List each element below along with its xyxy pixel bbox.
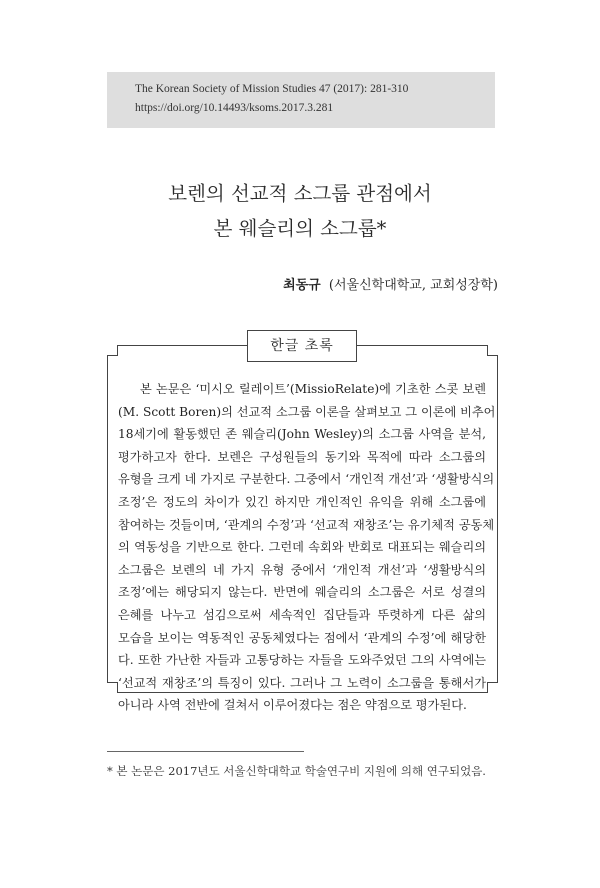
author-block (283, 274, 498, 293)
abstract-text (118, 378, 496, 717)
journal-citation: The Korean Society of Mission Studies 47 (2017): 281-310 (135, 83, 409, 95)
abstract-label: 한글 초록 (247, 330, 357, 362)
corner-notch (107, 682, 118, 693)
corner-notch (487, 345, 498, 356)
abstract-line: 조정’에는 해당되지 않는다. 반면에 웨슬리의 소그룹은 서로 성결의 (118, 585, 486, 600)
abstract-line: 다. 또한 가난한 자들과 고통당하는 자들을 도와주었던 그의 사역에는 (118, 653, 486, 668)
journal-header-box (107, 72, 495, 128)
footnote-divider (107, 751, 304, 752)
doi-link[interactable]: https://doi.org/10.14493/ksoms.2017.3.281 (135, 102, 334, 114)
abstract-line: 평가하고자 한다. 보렌은 구성원들의 동기와 목적에 따라 소그룹의 (118, 449, 486, 464)
abstract-line: 아니라 사역 전반에 걸쳐서 이루어졌다는 점은 약점으로 평가된다. (118, 698, 467, 713)
corner-notch (487, 682, 498, 693)
paper-title-line-1: 보렌의 선교적 소그룹 관점에서 (168, 182, 432, 205)
footnote: * 본 논문은 2017년도 서울신학대학교 학술연구비 지원에 의해 연구되었음. (107, 764, 486, 778)
abstract-line: 조정’은 정도의 차이가 있긴 하지만 개인적인 유익을 위해 소그룹에 (118, 494, 486, 509)
abstract-line: 유형을 크게 네 가지로 구분한다. 그중에서 ‘개인적 개선’과 ‘생활방식의 (118, 472, 495, 487)
abstract-line: 모습을 보이는 역동적인 공동체였다는 점에서 ‘관계의 수정’에 해당한 (118, 630, 486, 645)
abstract-line: 참여하는 것들이며, ‘관계의 수정’과 ‘선교적 재창조’는 유기체적 공동체 (118, 517, 495, 532)
abstract-line: (M. Scott Boren)의 선교적 소그룹 이론을 살펴보고 그 이론에 비추어 (118, 404, 496, 419)
abstract-line: 소그룹은 보렌의 네 가지 유형 중에서 ‘개인적 개선’과 ‘생활방식의 (118, 562, 486, 577)
abstract-line: 본 논문은 ‘미시오 릴레이트’(MissioRelate)에 기초한 스콧 보렌 (140, 382, 486, 396)
abstract-line: 은혜를 나누고 섬김으로써 세속적인 집단들과 뚜렷하게 다른 삶의 (118, 607, 486, 622)
abstract-line: 의 역동성을 기반으로 한다. 그런데 속회와 반회로 대표되는 웨슬리의 (118, 540, 486, 555)
paper-title-line-2: 본 웨슬리의 소그룹* (213, 217, 387, 240)
author-name: 최동규 (283, 278, 321, 293)
corner-notch (107, 345, 118, 356)
author-affiliation: (서울신학대학교, 교회성장학) (328, 278, 498, 293)
abstract-line: 18세기에 활동했던 존 웨슬리(John Wesley)의 소그룹 사역을 분석, (118, 427, 486, 442)
abstract-line: ‘선교적 재창조’의 특징이 있다. 그러나 그 노력이 소그룹을 통해서가 (118, 675, 486, 690)
